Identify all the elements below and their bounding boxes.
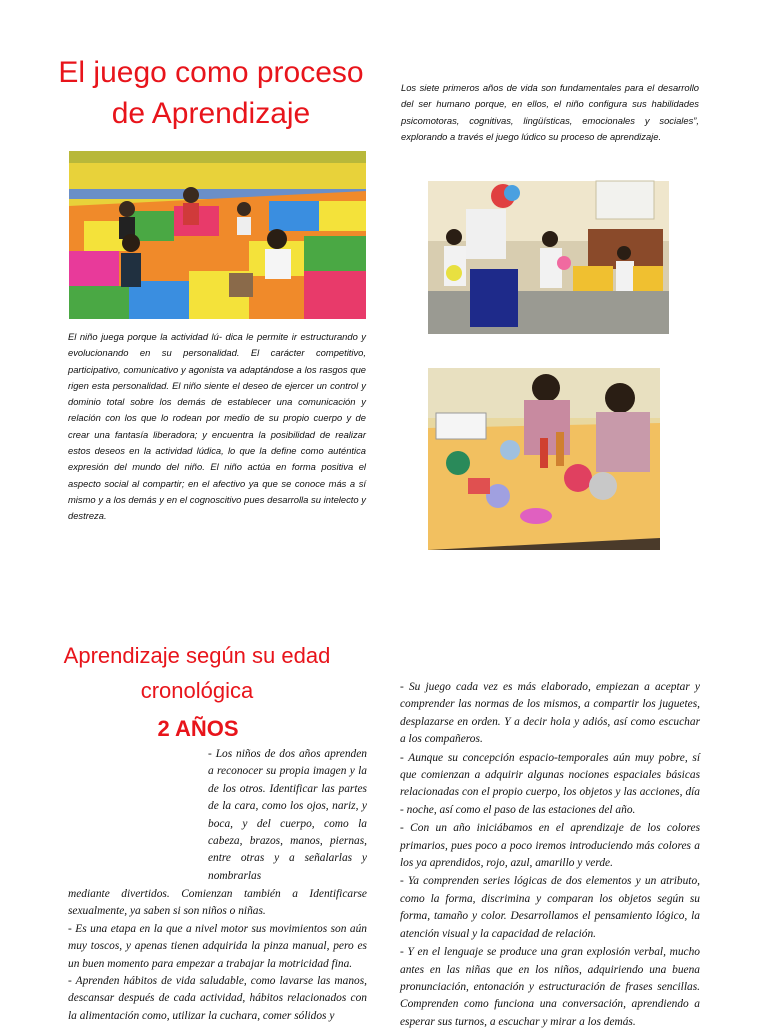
- photo-children-classroom: [428, 181, 669, 334]
- photo-children-playmat: [69, 151, 366, 319]
- section-title-line-2: cronológica: [140, 678, 254, 703]
- right-column: [400, 679, 700, 1032]
- left-paragraph-1: mediante divertidos. Comienzan también a Identificarse sexualmente, ya saben si son niños o niñas.: [68, 888, 367, 918]
- right-paragraph-2: - Aunque su concepción espacio-temporales aún muy pobre, sí que comienzan a adquirir algunas nociones espaciales básicas relacionadas con el propio cuerpo, los objetos y las acciones, día - noche, así como el paso de las estaciones del año.: [400, 751, 700, 816]
- left-paragraph-2: - Es una etapa en la que a nivel motor sus movimientos son aún muy toscos, y apenas tienen adquirida la pinza manual, pero es un buen momento para empezar a trabajar la motricidad fina.: [68, 922, 367, 970]
- age-heading-text: 2 AÑOS: [157, 716, 239, 741]
- section-title: [48, 638, 346, 708]
- section-title-line-1: Aprendizaje según su edad: [63, 643, 331, 668]
- page-title: [40, 52, 382, 134]
- page-title-line-2: de Aprendizaje: [111, 97, 311, 130]
- intro-paragraph: Los siete primeros años de vida son fundamentales para el desarrollo del ser humano porque, en ellos, el niño configura sus habilidades psicomotoras, cognitivas, lingüísticas, emocionales y sociales”, explorando a través el juego lúdico su proceso de aprendizaje.: [401, 82, 699, 142]
- right-paragraph-1: - Su juego cada vez es más elaborado, empiezan a aceptar y comprender las normas de los mismos, a compartir los juguetes, desplazarse en orden. Y a decir hola y adiós, así como escuchar a los compañeros.: [400, 681, 700, 746]
- right-paragraph-5: - Y en el lenguaje se produce una gran explosión verbal, mucho antes en las niñas que en los niños, adquiriendo una buena pronunciación, entonación y estructuración de frases sencillas. Comprenden como funciona una conversación, aprendiendo a esperar sus turnos, a escuchar y mirar a los demás.: [400, 946, 700, 1028]
- right-paragraph-4: - Ya comprenden series lógicas de dos elementos y un atributo, como la forma, discrimina y comparan los objetos según su forma, tamaño y color. Desarrollamos el pensamiento lógico, la atención visual y la capacidad de relación.: [400, 875, 700, 940]
- left-column-narrow: - Los niños de dos años aprenden a reconocer su propia imagen y la de los otros. Identificar las partes de la cara, como los ojos, nariz, y boca, y del cuerpo, como la cabeza, brazos, manos, piernas, entre otras y a señalarlas y nombrarlas: [208, 748, 367, 882]
- left-paragraph: El niño juega porque la actividad lú- dica le permite ir estructurando y evolucionando en su personalidad. El carácter competitivo, participativo, comunicativo y agonista va adaptándose a los rasgos que rigen esta personalidad. El niño siente el deseo de ejercer un control y dominio total sobre los demás de establecer una comunicación y relación con los que lo rodean por medio de su propio cuerpo y de crear una fantasía liberadora; y encuentra la posibilidad de realizar estos deseos en la actividad lúdica, lo que la define como auténtica expresión del mundo del niño. El niño actúa en forma positiva el aspecto social al compartir; en el afectivo ya que se conoce más a sí mismo y a los demás y en el cognoscitivo pues desarrolla su intelecto y destreza.: [68, 331, 366, 522]
- age-heading: [138, 714, 258, 741]
- page-title-line-1: El juego como proceso: [58, 56, 364, 89]
- left-paragraph-3: - Aprenden hábitos de vida saludable, como lavarse las manos, descansar después de cada actividad, hábitos relacionados con la alimentación como, utilizar la cuchara, comer sólidos y: [68, 975, 367, 1022]
- right-paragraph-3: - Con un año iniciábamos en el aprendizaje de los colores primarios, pues poco a poco iremos introduciendo más colores a los ya aprendidos, rojo, azul, amarillo y verde.: [400, 822, 700, 870]
- left-column-wide: [68, 886, 367, 1025]
- photo-children-toy-kitchen: [428, 368, 660, 550]
